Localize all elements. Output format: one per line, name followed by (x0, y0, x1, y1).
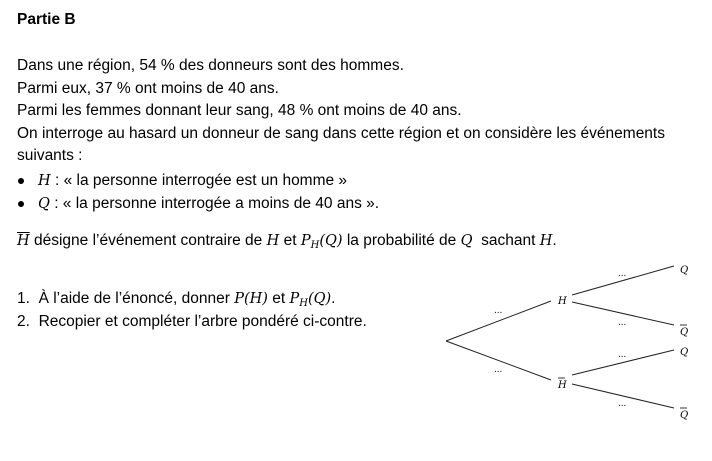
event-q-text: : « la personne interrogée a moins de 40 ans ». (49, 195, 380, 212)
question-text: À l’aide de l’énoncé, donner (38, 290, 235, 307)
statement-line-1: Dans une région, 54 % des donneurs sont des hommes. (17, 57, 404, 74)
leaf-qbar: Q (680, 327, 689, 338)
var-p: P (289, 291, 300, 307)
statement-line-2: Parmi eux, 37 % ont moins de 40 ans. (17, 80, 279, 97)
var-p: P (300, 233, 311, 249)
weight-root-hbar: ... (494, 364, 503, 375)
leaf-q: Q (680, 265, 689, 276)
var-h: H (266, 233, 280, 249)
definition-text: . (552, 232, 557, 249)
var-q-paren: (Q) (307, 291, 332, 307)
statement-line-3: Parmi les femmes donnant leur sang, 48 % ont moins de 40 ans. (17, 102, 462, 119)
var-h: H (539, 233, 553, 249)
var-q: Q (460, 233, 473, 249)
weight-h-qbar: ... (618, 317, 627, 328)
question-text: et (267, 290, 290, 307)
var-h-bar: $\overline{H}$ (17, 233, 30, 249)
math-p-h: P(H) (234, 291, 268, 307)
statement-line-5: suivants : (17, 147, 83, 164)
definition-text: désigne l’événement contraire de (29, 232, 267, 249)
definition-text: sachant (472, 232, 540, 249)
node-h: H (558, 296, 567, 307)
statement-line-4: On interroge au hasard un donneur de sang dans cette région et on considère les événements (17, 125, 665, 142)
var-q-paren: (Q) (319, 233, 343, 249)
definition-text: la probabilité de (342, 232, 461, 249)
weight-h-q: ... (618, 268, 627, 279)
question-number: 2. (17, 313, 30, 330)
node-hbar: H (558, 380, 567, 391)
definition-text: et (279, 232, 301, 249)
weight-hbar-q: ... (618, 349, 627, 360)
leaf-qbar: Q (680, 410, 689, 421)
var-q: Q (38, 196, 50, 212)
question-text: . (331, 290, 336, 307)
event-h-text: : « la personne interrogée est un homme » (50, 172, 348, 189)
subscript-h: H (310, 240, 320, 251)
var-h: H (38, 173, 51, 189)
question-number: 1. (17, 290, 30, 307)
section-title: Partie B (17, 11, 76, 28)
question-text: Recopier et compléter l’arbre pondéré ci-contre. (38, 313, 367, 330)
subscript-h: H (299, 298, 308, 309)
weight-root-h: ... (494, 305, 503, 316)
leaf-q: Q (680, 347, 689, 358)
weight-hbar-qbar: ... (618, 398, 627, 409)
